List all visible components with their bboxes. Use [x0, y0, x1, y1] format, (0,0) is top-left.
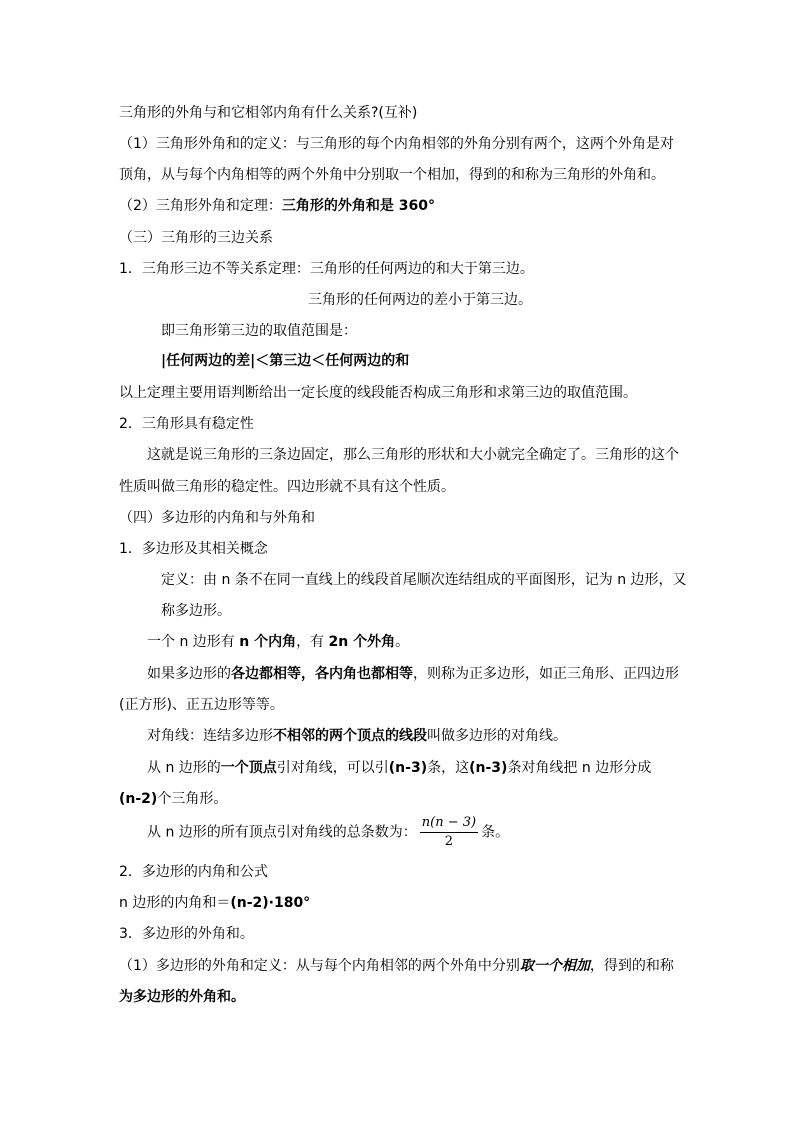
fraction-numerator: n(n − 3): [420, 815, 478, 833]
bold-text: (n-3): [388, 760, 428, 776]
text-run: 。: [395, 634, 410, 650]
bold-text: (n-3): [469, 760, 508, 776]
bold-formula: |任何两边的差|＜第三边＜任何两边的和: [161, 353, 410, 369]
text-run: 引对角线，可以引: [276, 760, 389, 776]
section-heading: （三）三角形的三边关系: [119, 230, 273, 246]
text-line: 定义：由 n 条不在同一直线上的线段首尾顺次连结组成的平面图形，记为 n 边形，又: [161, 572, 687, 588]
text-run: 对角线：连结多边形: [147, 728, 273, 744]
text-line: 这就是说三角形的三条边固定，那么三角形的形状和大小就完全确定了。三角形的这个: [147, 447, 679, 463]
text-line: [147, 665, 679, 683]
text-run: 条，这: [427, 760, 470, 776]
text-run: （1）多边形的外角和定义：从与每个内角相邻的两个外角中分别: [119, 958, 520, 974]
fraction-formula: [420, 815, 478, 850]
text-run: ，有: [296, 634, 329, 650]
text-line: (正方形)、正五边形等等。: [119, 697, 284, 713]
bold-text: 各边都相等，各内角也都相等: [231, 666, 413, 682]
bold-text: 2n 个外角: [328, 634, 396, 650]
fraction-denominator: 2: [444, 834, 454, 849]
bold-text: 为多边形的外角和。: [119, 989, 245, 1005]
text-line: 1．三角形三边不等关系定理：三角形的任何两边的和大于第三边。: [119, 261, 534, 277]
bold-text: 三角形的外角和是 360°: [281, 198, 436, 214]
bold-text: n 个内角: [239, 634, 297, 650]
bold-formula: (n-2)·180°: [230, 895, 311, 911]
text-run: 条对角线把 n 边形分成: [507, 760, 652, 776]
subsection-heading: 2．三角形具有稳定性: [119, 416, 254, 432]
text-run: 如果多边形的: [147, 666, 231, 682]
text-line: 性质叫做三角形的稳定性。四边形就不具有这个性质。: [119, 479, 455, 495]
text-run: 条。: [481, 824, 510, 841]
text-line: （1）三角形外角和的定义：与三角形的每个内角相邻的外角分别有两个，这两个外角是对: [119, 136, 674, 152]
bold-text: 不相邻的两个顶点的线段: [273, 728, 427, 744]
text-line: [119, 790, 227, 808]
subsection-heading: 3．多边形的外角和。: [119, 926, 254, 942]
text-line: [119, 957, 674, 975]
bold-text: (n-2): [119, 791, 158, 807]
section-heading: （四）多边形的内角和与外角和: [119, 510, 315, 526]
text-line: [119, 197, 435, 215]
subsection-heading: 1．多边形及其相关概念: [119, 541, 268, 557]
text-run: ，得到的和称: [589, 958, 674, 974]
text-line: [147, 633, 409, 651]
text-run: n 边形的内角和＝: [119, 895, 231, 911]
text-line: [147, 759, 651, 777]
text-line: [119, 894, 310, 912]
text-run: 叫做多边形的对角线。: [427, 728, 567, 744]
text-run: （2）三角形外角和定理：: [119, 198, 282, 214]
text-line: 顶角，从与每个内角相等的两个外角中分别取一个相加，得到的和称为三角形的外角和。: [119, 167, 665, 183]
bold-text: 一个顶点: [220, 760, 277, 776]
text-run: 一个 n 边形有: [147, 634, 240, 650]
text-run: 从 n 边形的所有顶点引对角线的总条数为：: [147, 824, 417, 841]
text-line: 三角形的外角与和它相邻内角有什么关系?(互补): [119, 105, 418, 121]
subsection-heading: 2．多边形的内角和公式: [119, 864, 268, 880]
text-line: [147, 727, 567, 745]
text-run: 从 n 边形的: [147, 760, 221, 776]
text-run: 个三角形。: [157, 791, 228, 807]
text-line: 三角形的任何两边的差小于第三边。: [308, 292, 532, 308]
text-line: 称多边形。: [161, 603, 231, 619]
text-line: 以上定理主要用语判断给出一定长度的线段能否构成三角形和求第三边的取值范围。: [119, 385, 637, 401]
bold-italic-text: 取一个相加: [519, 958, 590, 974]
text-line: [147, 815, 509, 850]
text-line: 即三角形第三边的取值范围是：: [161, 323, 357, 339]
text-run: ，则称为正多边形，如正三角形、正四边形: [413, 666, 679, 682]
